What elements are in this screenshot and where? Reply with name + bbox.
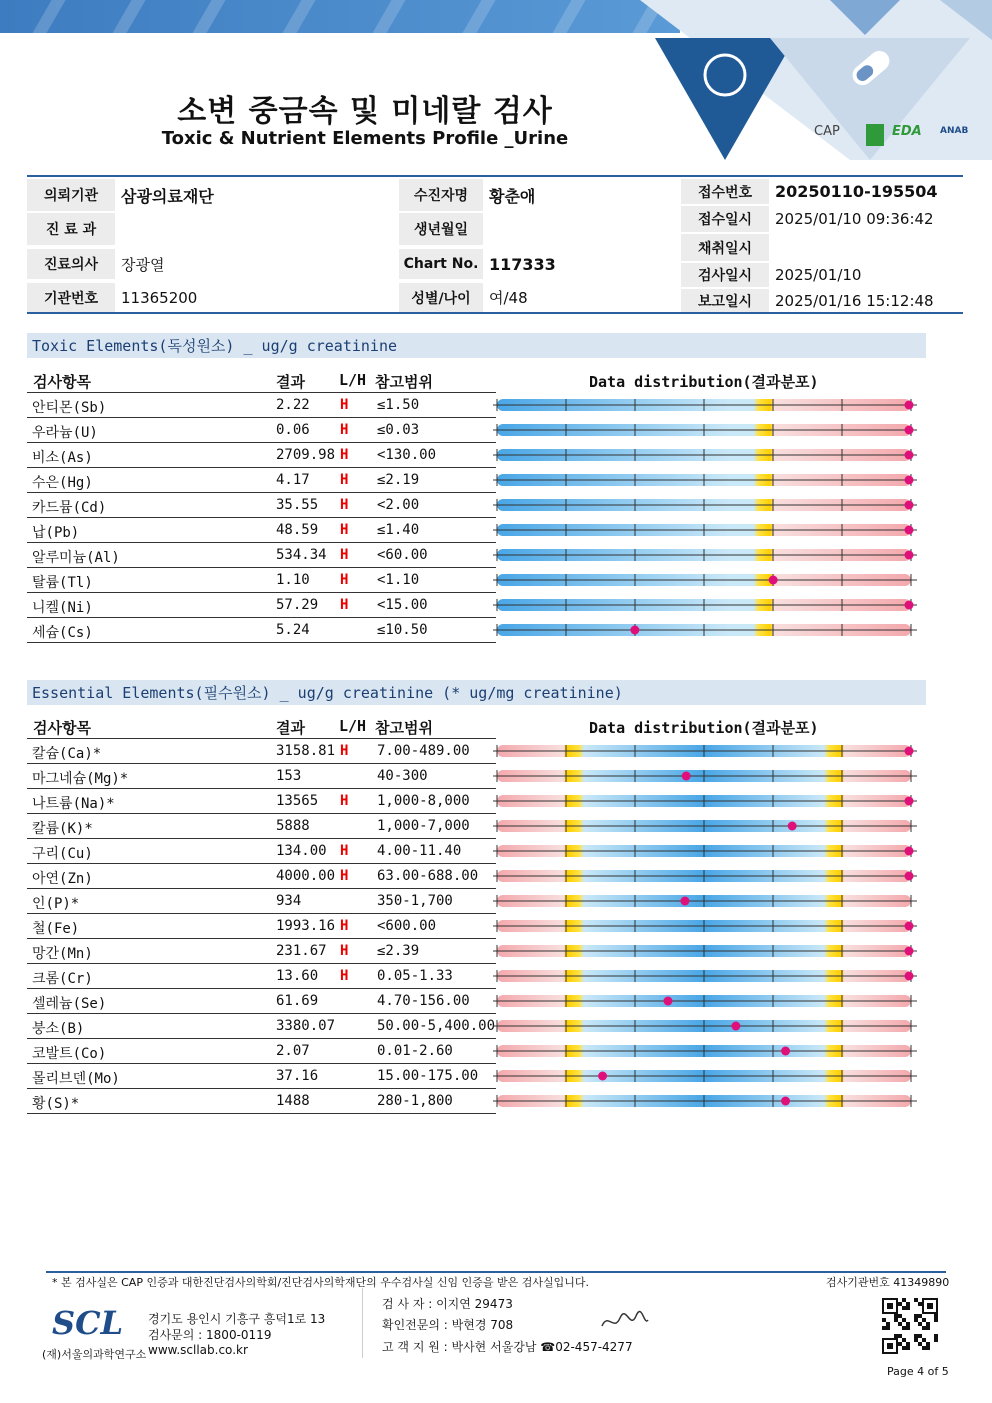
scl-logo: SCL (52, 1304, 124, 1342)
test-value: 2025/01/10 (775, 266, 862, 284)
table-row (27, 864, 496, 889)
item-flag: H (340, 843, 349, 859)
item-name: 카드뮴(Cd) (32, 500, 107, 516)
distribution-bar (493, 620, 917, 640)
item-flag: H (340, 547, 349, 563)
item-name: 셀레늄(Se) (32, 996, 107, 1012)
item-name: 나트륨(Na)* (32, 796, 115, 812)
item-result: 37.16 (276, 1068, 319, 1084)
recno-label: 접수번호 (681, 179, 769, 204)
inst-value: 삼광의료재단 (121, 186, 214, 206)
distribution-bar (493, 866, 917, 886)
distribution-bar (493, 570, 917, 590)
table-row (27, 543, 496, 568)
org-name: (재)서울의과학연구소 (42, 1348, 147, 1361)
header-ref: 참고범위 (375, 373, 433, 391)
item-flag: H (340, 943, 349, 959)
lab-number: 검사기관번호 41349890 (826, 1276, 950, 1289)
patient-info-table (27, 175, 963, 314)
item-flag: H (340, 968, 349, 984)
distribution-bar (493, 991, 917, 1011)
item-ref: <1.10 (377, 572, 420, 588)
sex-label: 성별/나이 (399, 283, 483, 312)
table-row (27, 393, 496, 418)
item-flag: H (340, 743, 349, 759)
table-row (27, 568, 496, 593)
item-ref: ≤2.39 (377, 943, 420, 959)
toxic-section-title: Toxic Elements(독성원소) _ ug/g creatinine (27, 333, 926, 358)
item-ref: ≤2.19 (377, 472, 420, 488)
qr-code-icon (882, 1298, 938, 1354)
distribution-bar (493, 816, 917, 836)
item-name: 구리(Cu) (32, 846, 93, 862)
table-row (27, 618, 496, 643)
item-flag: H (340, 597, 349, 613)
eda-logo: EDA (892, 124, 922, 139)
cap-logo: CAP (814, 124, 840, 139)
anab-logo: ANAB (940, 126, 969, 136)
item-ref: 1,000-8,000 (377, 793, 470, 809)
item-result: 2709.98 (276, 447, 336, 463)
item-result: 5888 (276, 818, 310, 834)
item-result: 13565 (276, 793, 319, 809)
dept-value (115, 213, 399, 245)
top-banner (0, 0, 680, 33)
table-row (27, 518, 496, 543)
item-result: 2.22 (276, 397, 310, 413)
item-name: 망간(Mn) (32, 946, 93, 962)
table-row (27, 964, 496, 989)
item-name: 아연(Zn) (32, 871, 93, 887)
phone: 검사문의 : 1800-0119 (148, 1328, 272, 1342)
table-row (27, 418, 496, 443)
address: 경기도 용인시 기흥구 흥덕1로 13 (148, 1312, 326, 1326)
item-result: 153 (276, 768, 302, 784)
item-flag: H (340, 868, 349, 884)
item-flag: H (340, 793, 349, 809)
item-result: 4000.00 (276, 868, 336, 884)
table-row (27, 468, 496, 493)
item-ref: 50.00-5,400.00 (377, 1018, 496, 1034)
item-name: 세슘(Cs) (32, 625, 93, 641)
page-title: 소변 중금속 및 미네랄 검사 (177, 94, 553, 129)
item-ref: <2.00 (377, 497, 420, 513)
item-ref: ≤1.50 (377, 397, 420, 413)
header-distribution: Data distribution(결과분포) (589, 719, 819, 737)
item-name: 마그네슘(Mg)* (32, 771, 129, 787)
item-name: 탈륨(Tl) (32, 575, 93, 591)
distribution-bar (493, 966, 917, 986)
item-result: 0.06 (276, 422, 310, 438)
item-result: 3380.07 (276, 1018, 336, 1034)
distribution-bar (493, 1091, 917, 1111)
item-flag: H (340, 422, 349, 438)
item-ref: 4.00-11.40 (377, 843, 462, 859)
chart-label: Chart No. (399, 249, 483, 279)
item-name: 우라늄(U) (32, 425, 98, 441)
birth-value (483, 213, 677, 245)
item-result: 35.55 (276, 497, 319, 513)
item-name: 안티몬(Sb) (32, 400, 107, 416)
item-ref: 350-1,700 (377, 893, 453, 909)
item-ref: <600.00 (377, 918, 437, 934)
item-result: 57.29 (276, 597, 319, 613)
item-flag: H (340, 497, 349, 513)
distribution-bar (493, 495, 917, 515)
distribution-bar (493, 941, 917, 961)
item-ref: 63.00-688.00 (377, 868, 479, 884)
table-row (27, 989, 496, 1014)
item-result: 534.34 (276, 547, 327, 563)
distribution-bar (493, 395, 917, 415)
table-row (27, 593, 496, 618)
item-result: 3158.81 (276, 743, 336, 759)
recdate-label: 접수일시 (681, 206, 769, 232)
table-row (27, 814, 496, 839)
item-result: 5.24 (276, 622, 310, 638)
distribution-bar (493, 1016, 917, 1036)
distribution-bar (493, 741, 917, 761)
table-row (27, 1064, 496, 1089)
item-ref: <130.00 (377, 447, 437, 463)
table-row (27, 493, 496, 518)
item-flag: H (340, 397, 349, 413)
distribution-bar (493, 545, 917, 565)
header-lh: L/H (339, 717, 367, 735)
distribution-bar (493, 841, 917, 861)
item-flag: H (340, 918, 349, 934)
test-label: 검사일시 (681, 263, 769, 287)
specialist: 확인전문의 : 박현경 708 (382, 1318, 514, 1332)
item-name: 황(S)* (32, 1096, 80, 1112)
tester: 검 사 자 : 이지연 29473 (382, 1297, 513, 1311)
item-result: 2.07 (276, 1043, 310, 1059)
item-result: 934 (276, 893, 302, 909)
header-item: 검사항목 (33, 373, 91, 391)
item-ref: 15.00-175.00 (377, 1068, 479, 1084)
table-row (27, 1014, 496, 1039)
table-row (27, 1039, 496, 1064)
item-result: 1.10 (276, 572, 310, 588)
code-value: 11365200 (121, 288, 198, 307)
table-row (27, 739, 496, 764)
item-ref: <15.00 (377, 597, 428, 613)
distribution-bar (493, 1066, 917, 1086)
table-row (27, 839, 496, 864)
distribution-bar (493, 791, 917, 811)
item-result: 134.00 (276, 843, 327, 859)
sex-value: 여/48 (489, 289, 528, 307)
item-result: 61.69 (276, 993, 319, 1009)
item-name: 철(Fe) (32, 921, 80, 937)
accreditation-logos (800, 124, 970, 154)
lm-logo-icon (866, 124, 884, 146)
item-ref: ≤10.50 (377, 622, 428, 638)
distribution-bar (493, 916, 917, 936)
item-result: 4.17 (276, 472, 310, 488)
name-value: 황춘애 (489, 186, 536, 206)
item-ref: ≤0.03 (377, 422, 420, 438)
signature (598, 1308, 650, 1336)
table-row (27, 443, 496, 468)
item-name: 니켈(Ni) (32, 600, 93, 616)
table-row (27, 914, 496, 939)
item-ref: 0.05-1.33 (377, 968, 453, 984)
distribution-bar (493, 470, 917, 490)
table-row (27, 939, 496, 964)
item-flag: H (340, 447, 349, 463)
item-ref: 280-1,800 (377, 1093, 453, 1109)
support: 고 객 지 원 : 박사현 서울강남 ☎02-457-4277 (382, 1340, 633, 1354)
item-name: 크롬(Cr) (32, 971, 93, 987)
recno-value: 20250110-195504 (775, 182, 938, 201)
chart-value: 117333 (489, 254, 556, 274)
item-name: 붕소(B) (32, 1021, 85, 1037)
code-label: 기관번호 (27, 283, 115, 312)
table-row (27, 1089, 496, 1114)
item-result: 1993.16 (276, 918, 336, 934)
item-flag: H (340, 572, 349, 588)
item-ref: <60.00 (377, 547, 428, 563)
header-distribution: Data distribution(결과분포) (589, 373, 819, 391)
distribution-bar (493, 445, 917, 465)
footer-note: * 본 검사실은 CAP 인증과 대한진단검사의학회/진단검사의학재단의 우수검사실 신임 인증을 받은 검사실입니다. (52, 1276, 590, 1289)
item-name: 수은(Hg) (32, 475, 93, 491)
table-row (27, 789, 496, 814)
item-ref: 4.70-156.00 (377, 993, 470, 1009)
header-ref: 참고범위 (375, 719, 433, 737)
birth-label: 생년월일 (399, 213, 483, 245)
header-result: 결과 (276, 373, 305, 391)
header-lh: L/H (339, 371, 367, 389)
distribution-bar (493, 420, 917, 440)
item-ref: 1,000-7,000 (377, 818, 470, 834)
item-ref: 7.00-489.00 (377, 743, 470, 759)
inst-label: 의뢰기관 (27, 179, 115, 211)
item-name: 칼슘(Ca)* (32, 746, 102, 762)
item-ref: ≤1.40 (377, 522, 420, 538)
item-flag: H (340, 522, 349, 538)
dept-label: 진 료 과 (27, 213, 115, 245)
item-result: 1488 (276, 1093, 310, 1109)
item-name: 칼륨(K)* (32, 821, 93, 837)
distribution-bar (493, 766, 917, 786)
item-name: 알루미늄(Al) (32, 550, 120, 566)
item-name: 몰리브덴(Mo) (32, 1071, 120, 1087)
item-name: 인(P)* (32, 896, 80, 912)
website[interactable]: www.scllab.co.kr (148, 1343, 248, 1357)
item-result: 13.60 (276, 968, 319, 984)
item-name: 코발트(Co) (32, 1046, 107, 1062)
page-number: Page 4 of 5 (887, 1365, 949, 1378)
distribution-bar (493, 891, 917, 911)
doctor-value: 장광열 (121, 255, 165, 274)
item-name: 비소(As) (32, 450, 93, 466)
coll-label: 채취일시 (681, 234, 769, 261)
essential-section-title: Essential Elements(필수원소) _ ug/g creatinine (* ug/mg creatinine) (27, 680, 926, 705)
table-row (27, 889, 496, 914)
item-name: 납(Pb) (32, 525, 80, 541)
header-result: 결과 (276, 719, 305, 737)
item-flag: H (340, 472, 349, 488)
page-subtitle: Toxic & Nutrient Elements Profile _Urine (161, 128, 569, 149)
header-item: 검사항목 (33, 719, 91, 737)
report-value: 2025/01/16 15:12:48 (775, 291, 934, 310)
footer-divider (46, 1271, 946, 1273)
report-label: 보고일시 (681, 289, 769, 312)
item-ref: 0.01-2.60 (377, 1043, 453, 1059)
distribution-bar (493, 1041, 917, 1061)
name-label: 수진자명 (399, 179, 483, 211)
coll-value (769, 234, 963, 261)
item-ref: 40-300 (377, 768, 428, 784)
distribution-bar (493, 595, 917, 615)
distribution-bar (493, 520, 917, 540)
table-row (27, 764, 496, 789)
item-result: 231.67 (276, 943, 327, 959)
recdate-value: 2025/01/10 09:36:42 (775, 210, 934, 228)
item-result: 48.59 (276, 522, 319, 538)
doctor-label: 진료의사 (27, 249, 115, 279)
